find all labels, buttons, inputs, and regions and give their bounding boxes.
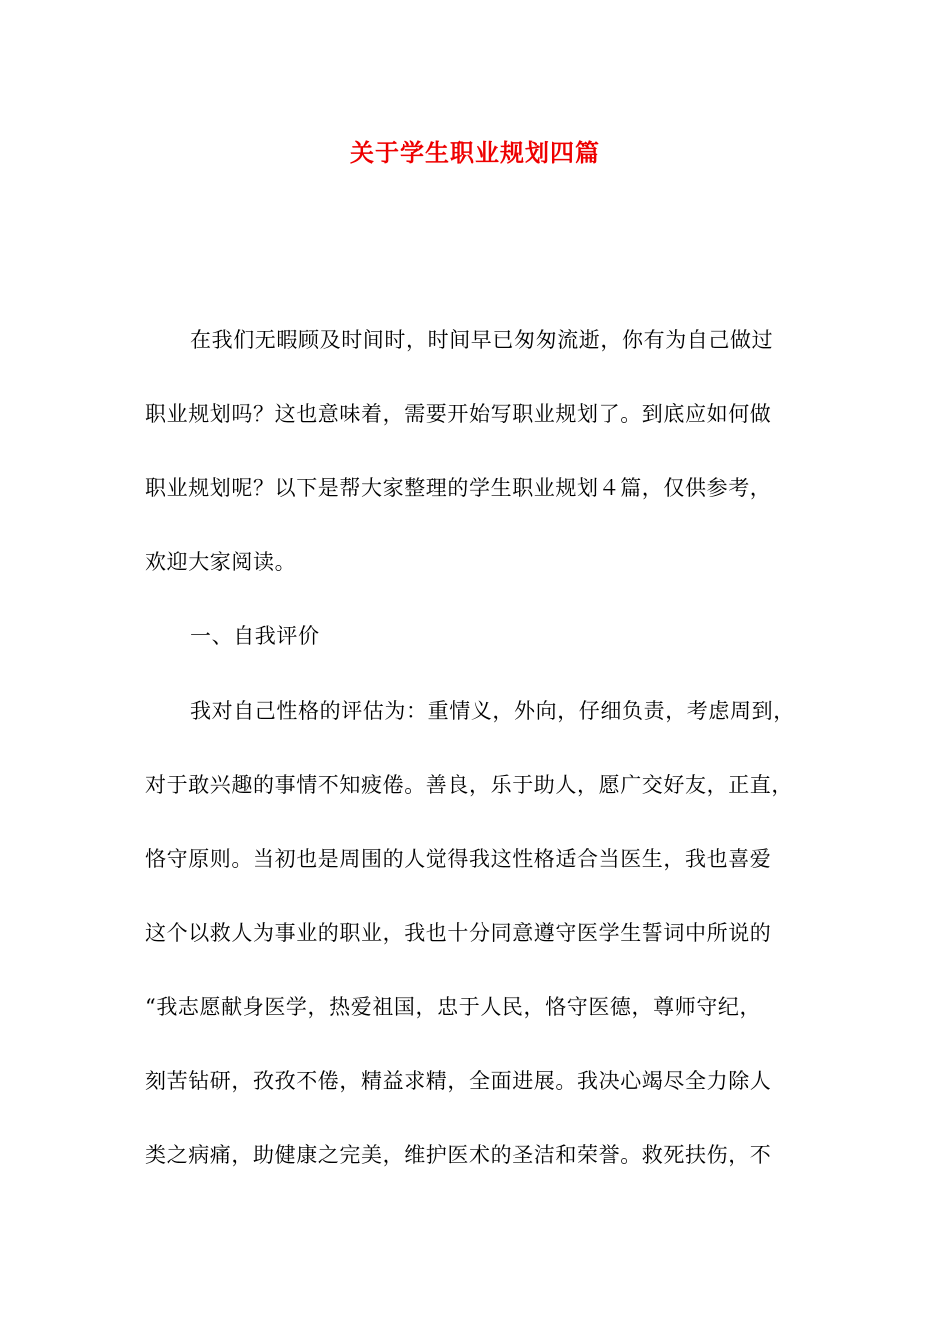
document-title: 关于学生职业规划四篇 [350, 138, 600, 167]
paragraph-line: 这个以救人为事业的职业，我也十分同意遵守医学生誓词中所说的 [145, 921, 772, 945]
paragraph-line: 刻苦钻研，孜孜不倦，精益求精，全面进展。我决心竭尽全力除人 [145, 1069, 772, 1093]
paragraph-line: 职业规划吗？这也意味着，需要开始写职业规划了。到底应如何做 [145, 402, 772, 426]
paragraph-line: 恪守原则。当初也是周围的人觉得我这性格适合当医生，我也喜爱 [145, 847, 772, 871]
paragraph-line: “我志愿献身医学，热爱祖国，忠于人民，恪守医德，尊师守纪， [145, 995, 762, 1019]
paragraph-line: 职业规划呢？以下是帮大家整理的学生职业规划４篇，仅供参考， [145, 476, 772, 500]
paragraph-line: 类之病痛，助健康之完美，维护医术的圣洁和荣誉。救死扶伤，不 [145, 1143, 772, 1167]
paragraph-line: 欢迎大家阅读。 [145, 550, 297, 574]
section-heading: 一、自我评价 [190, 624, 320, 648]
paragraph-line: 我对自己性格的评估为：重情义，外向，仔细负责，考虑周到， [190, 699, 795, 723]
paragraph-line: 在我们无暇顾及时间时，时间早已匆匆流逝，你有为自己做过 [190, 328, 774, 352]
paragraph-line: 对于敢兴趣的事情不知疲倦。善良，乐于助人，愿广交好友，正直， [145, 773, 793, 797]
